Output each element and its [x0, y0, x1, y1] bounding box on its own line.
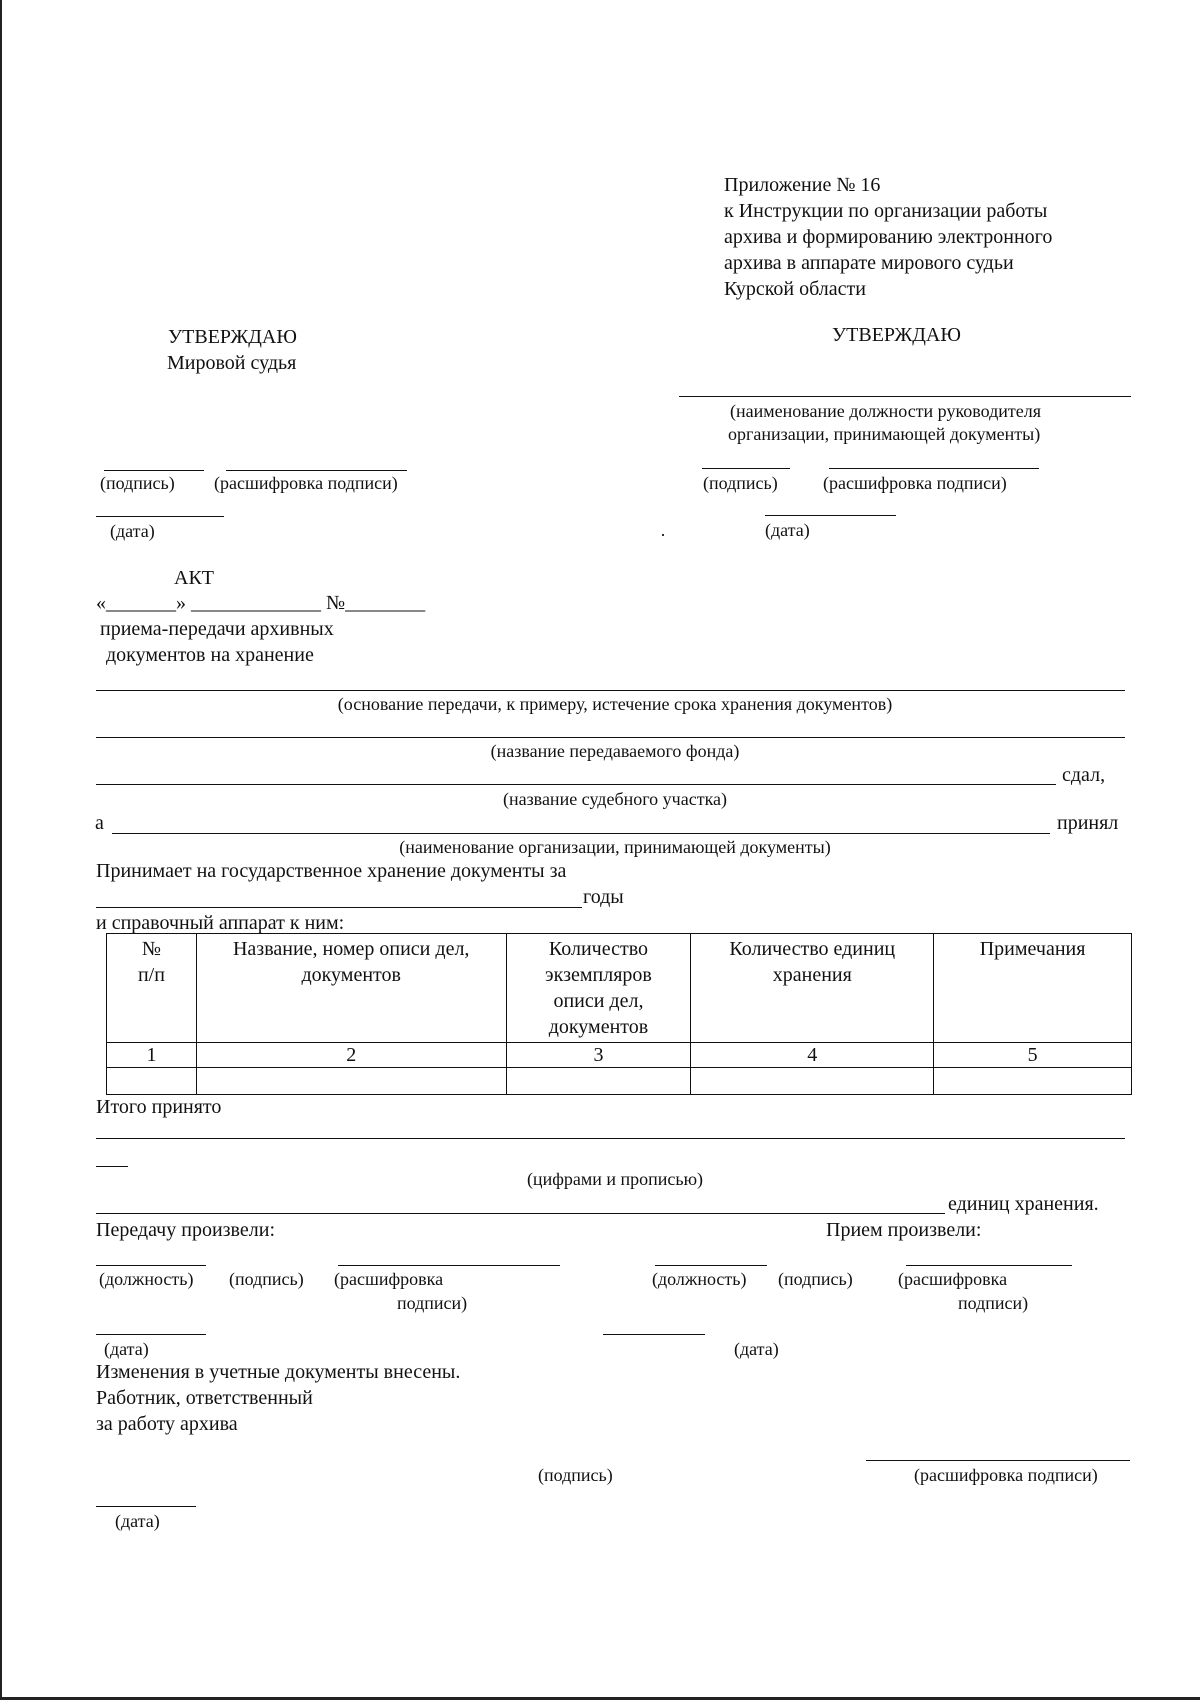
- table-cell: 3: [506, 1043, 691, 1068]
- table-cell: 1: [107, 1043, 197, 1068]
- approve-right-signature: (подпись): [703, 473, 778, 493]
- footer-line: Изменения в учетные документы внесены.: [96, 1361, 461, 1383]
- table-cell: [934, 1068, 1132, 1095]
- signature-decoding-line: [866, 1460, 1130, 1461]
- basis-line: [96, 690, 1125, 691]
- table-cell: [506, 1068, 691, 1095]
- years-label: годы: [583, 886, 624, 908]
- signature-decoding-line: [829, 468, 1039, 469]
- annex-line: Курской области: [724, 278, 866, 300]
- handed-signature: (подпись): [229, 1269, 304, 1289]
- handed-decoding: подписи): [397, 1293, 468, 1313]
- table-header-cell: Примечания: [934, 934, 1132, 1043]
- act-subtitle: документов на хранение: [106, 644, 314, 666]
- units-line: [96, 1213, 945, 1214]
- table-row: [107, 1043, 1132, 1068]
- approve-right-position-caption: организации, принимающей документы): [728, 424, 1041, 444]
- annex-header: [724, 172, 1052, 302]
- years-line: [96, 907, 582, 908]
- table-header-cell: Название, номер описи дел, документов: [196, 934, 506, 1043]
- act-title: АКТ: [174, 567, 214, 589]
- position-line: [679, 396, 1131, 397]
- position-line: [96, 1265, 206, 1266]
- received-date: (дата): [734, 1339, 779, 1359]
- table-header-cell: Количество единиц хранения: [691, 934, 934, 1043]
- footer-date: (дата): [115, 1511, 160, 1531]
- table-cell: [196, 1068, 506, 1095]
- handed-title: Передачу произвели:: [96, 1219, 275, 1241]
- received-decoding: подписи): [958, 1293, 1029, 1313]
- signature-decoding-line: [906, 1265, 1072, 1266]
- position-line: [655, 1265, 767, 1266]
- fund-caption: (название передаваемого фонда): [490, 741, 740, 761]
- accepts-storage-text: Принимает на государственное хранение документы за: [96, 860, 567, 882]
- annex-line: архива и формированию электронного: [724, 226, 1053, 248]
- total-dash: [96, 1166, 128, 1167]
- table-row: [107, 1068, 1132, 1095]
- approve-left-position: Мировой судья: [167, 352, 297, 374]
- table-cell: 5: [934, 1043, 1132, 1068]
- act-date-number-line: «_______» _____________ №________: [96, 592, 426, 614]
- total-line: [96, 1138, 1125, 1139]
- basis-caption: (основание передачи, к примеру, истечение срока хранения документов): [337, 694, 893, 714]
- scan-speck: [662, 534, 664, 536]
- court-section-line: [96, 784, 1056, 785]
- table-cell: 2: [196, 1043, 506, 1068]
- signature-line: [702, 468, 790, 469]
- approve-right-position-caption: (наименование должности руководителя: [730, 401, 1042, 421]
- annex-line: к Инструкции по организации работы: [724, 200, 1048, 222]
- receiving-org-line: [112, 833, 1050, 834]
- approve-right-title: УТВЕРЖДАЮ: [832, 324, 961, 346]
- date-line: [603, 1334, 705, 1335]
- date-line: [96, 1506, 196, 1507]
- approve-right-signature-decoding: (расшифровка подписи): [823, 473, 1007, 493]
- table-header-cell: № п/п: [107, 934, 197, 1043]
- act-subtitle: приема-передачи архивных: [100, 618, 334, 640]
- total-caption: (цифрами и прописью): [526, 1169, 704, 1189]
- units-label: единиц хранения.: [948, 1193, 1099, 1215]
- table-cell: [107, 1068, 197, 1095]
- approve-right-date: (дата): [765, 520, 810, 540]
- table-cell: [691, 1068, 934, 1095]
- accepted-label: принял: [1057, 812, 1119, 834]
- date-line: [96, 516, 224, 517]
- signature-decoding-line: [226, 470, 407, 471]
- date-line: [96, 1334, 206, 1335]
- fund-line: [96, 737, 1125, 738]
- table-header-row: [107, 934, 1132, 1043]
- received-signature: (подпись): [778, 1269, 853, 1289]
- approve-left-date: (дата): [110, 521, 155, 541]
- received-position: (должность): [652, 1269, 747, 1289]
- table-cell: 4: [691, 1043, 934, 1068]
- approve-left-title: УТВЕРЖДАЮ: [168, 326, 297, 348]
- court-section-caption: (название судебного участка): [502, 789, 728, 809]
- approve-left-signature-decoding: (расшифровка подписи): [214, 473, 398, 493]
- footer-line: за работу архива: [96, 1413, 238, 1435]
- total-label: Итого принято: [96, 1096, 222, 1118]
- signature-line: [104, 470, 204, 471]
- annex-line: архива в аппарате мирового судьи: [724, 252, 1014, 274]
- handed-position: (должность): [99, 1269, 194, 1289]
- footer-line: Работник, ответственный: [96, 1387, 313, 1409]
- handed-decoding: (расшифровка: [334, 1269, 444, 1289]
- date-line: [765, 515, 896, 516]
- handed-over-label: сдал,: [1062, 764, 1106, 786]
- table-header-cell: Количество экземпляров описи дел, документов: [506, 934, 691, 1043]
- prefix-a: а: [95, 812, 104, 834]
- footer-signature-decoding: (расшифровка подписи): [914, 1465, 1098, 1485]
- signature-decoding-line: [338, 1265, 560, 1266]
- annex-line: Приложение № 16: [724, 174, 881, 196]
- received-decoding: (расшифровка: [898, 1269, 1008, 1289]
- handed-date: (дата): [104, 1339, 149, 1359]
- approve-left-signature: (подпись): [100, 473, 175, 493]
- receiving-org-caption: (наименование организации, принимающей документы): [399, 837, 831, 857]
- documents-table: [106, 933, 1132, 1095]
- reference-text: и справочный аппарат к ним:: [96, 912, 345, 934]
- received-title: Прием произвели:: [826, 1219, 982, 1241]
- footer-signature: (подпись): [538, 1465, 613, 1485]
